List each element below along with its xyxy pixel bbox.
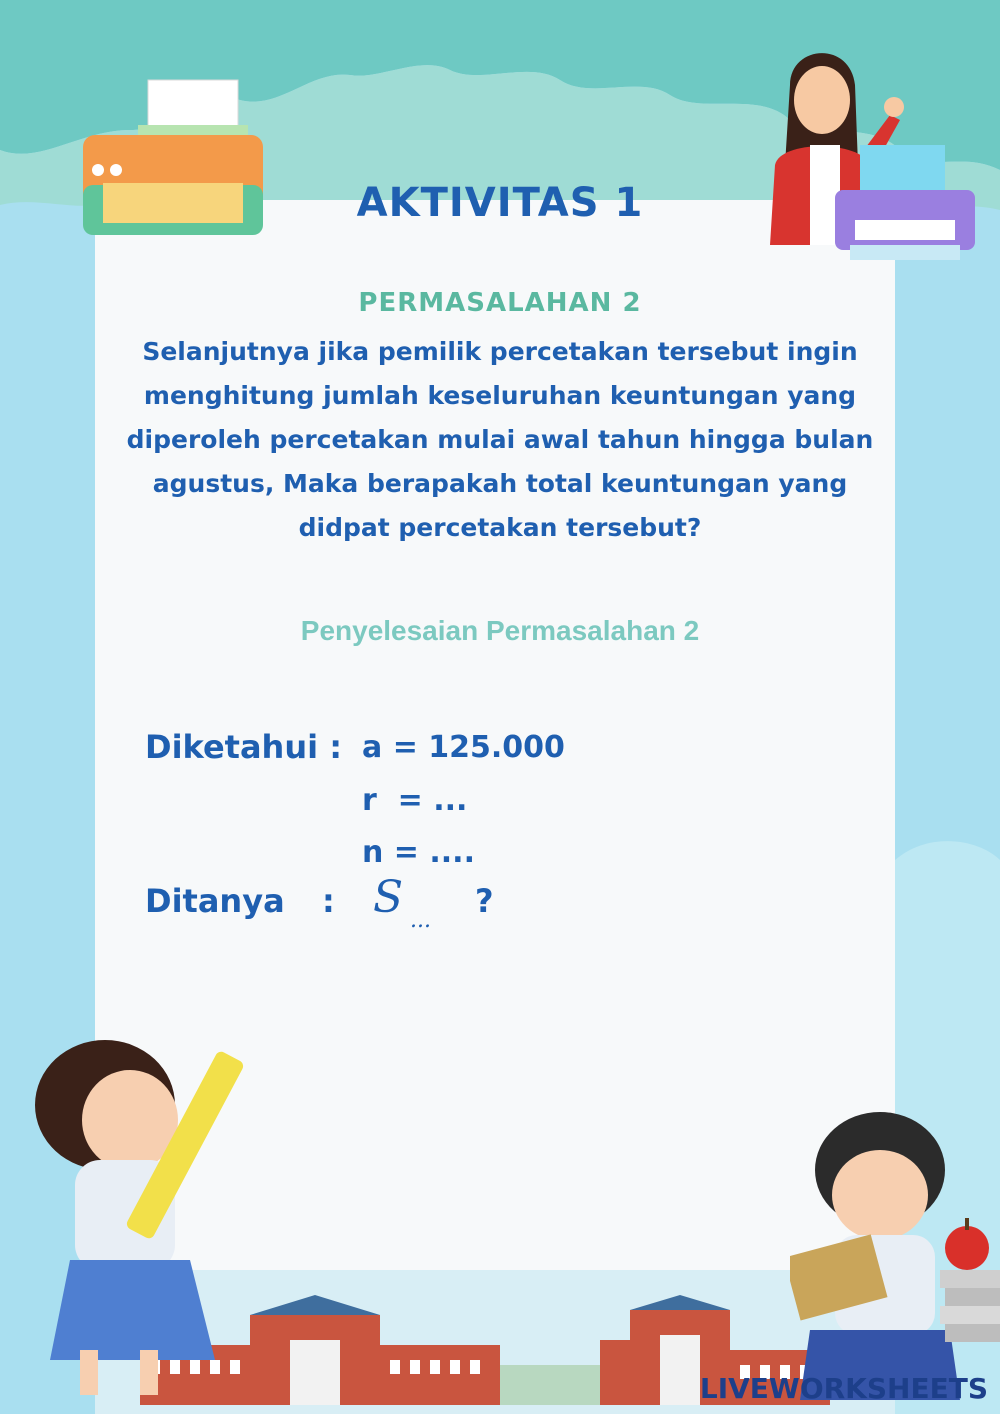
- page-title: AKTIVITAS 1: [356, 180, 644, 226]
- girl-with-pencil-icon: [20, 1030, 260, 1410]
- asked-label: Ditanya: [145, 882, 285, 920]
- woman-with-printer-icon: [760, 45, 980, 260]
- problem-line: didpat percetakan tersebut?: [298, 513, 702, 542]
- liveworksheets-logo: LIVEWORKSHEETS: [699, 1372, 988, 1405]
- known-a-value: a = 125.000: [362, 730, 565, 765]
- problem-line: agustus, Maka berapakah total keuntungan yang: [152, 469, 848, 498]
- problem-line: Selanjutnya jika pemilik percetakan tersebut ingin: [142, 337, 858, 366]
- known-n-value: n = ....: [362, 835, 475, 870]
- problem-line: diperoleh percetakan mulai awal tahun hingga bulan: [126, 425, 874, 454]
- solution-heading: Penyelesaian Permasalahan 2: [300, 615, 700, 646]
- problem-text: [115, 330, 885, 550]
- question-mark: ?: [475, 882, 494, 920]
- sum-symbol: S: [373, 872, 404, 923]
- apple-books-icon: [935, 1210, 1000, 1360]
- sum-subscript-input[interactable]: ...: [410, 908, 431, 933]
- problem-line: menghitung jumlah keseluruhan keuntungan yang: [143, 381, 857, 410]
- problem-heading: PERMASALAHAN 2: [358, 288, 642, 318]
- asked-colon: :: [322, 882, 335, 920]
- known-label: Diketahui :: [145, 728, 343, 766]
- known-r-value: r = ...: [362, 783, 468, 818]
